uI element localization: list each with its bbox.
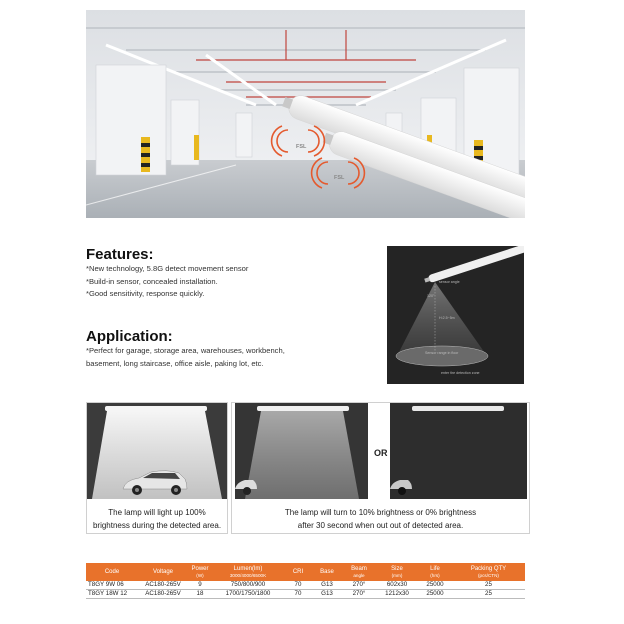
cell-code: T8GY 9W 06 (86, 581, 138, 590)
header-cri: CRI (284, 563, 312, 581)
cell-cri: 70 (284, 581, 312, 590)
header-power: Power (W) (188, 563, 212, 581)
header-life: Life (hrs) (418, 563, 452, 581)
features-item: *Build-in sensor, concealed installation. (86, 276, 218, 286)
sensor-height-label: H:2.5~5m (439, 316, 455, 320)
or-label: OR (374, 448, 388, 458)
sensor-range-label: Sensor range in floor (425, 351, 459, 355)
cell-voltage: AC180-265V (138, 581, 188, 590)
cell-size: 1212x30 (376, 590, 418, 599)
caption-line: The lamp will turn to 10% brightness or 0% brightness (284, 508, 477, 517)
table-row (86, 581, 525, 590)
features-list (86, 263, 248, 301)
tube-brand-label: FSL (296, 144, 307, 150)
led-tube-icon (424, 246, 524, 284)
application-text (86, 345, 285, 370)
spec-table (86, 563, 525, 599)
cell-size: 602x30 (376, 581, 418, 590)
header-voltage: Voltage (138, 563, 188, 581)
features-item: *Good sensitivity, response quickly. (86, 289, 205, 298)
header-packing: Packing QTY (pcs/CTN) (452, 563, 525, 581)
cell-base: G13 (312, 590, 342, 599)
application-line: *Perfect for garage, storage area, warehouses, workbench, (86, 346, 285, 355)
cell-voltage: AC180-265V (138, 590, 188, 599)
scene-undetected (231, 402, 530, 534)
sensor-zone-label: enter the detection zone (441, 371, 480, 375)
sensor-range-diagram (387, 246, 524, 384)
cell-power: 18 (188, 590, 212, 599)
led-tube-icon (105, 406, 207, 411)
scene-undetected-caption (232, 506, 529, 532)
cell-life: 25000 (418, 581, 452, 590)
led-tube-icon (257, 406, 349, 411)
caption-line: after 30 second when out out of detected area. (297, 521, 464, 530)
spec-header-row (86, 563, 525, 581)
scene-detected (86, 402, 228, 534)
cell-lumen: 1700/1750/1800 (212, 590, 284, 599)
caption-line: The lamp will light up 100% (108, 508, 206, 517)
cell-life: 25000 (418, 590, 452, 599)
application-line: basement, long staircase, office aisle, paking lot, etc. (86, 358, 264, 368)
features-title: Features: (86, 246, 154, 263)
table-row (86, 590, 525, 599)
tube-brand-label: FSL (334, 175, 345, 181)
scene-detected-caption (87, 506, 227, 532)
cell-lumen: 750/800/900 (212, 581, 284, 590)
header-lumen: Lumen(lm) 3000/4000/6500K (212, 563, 284, 581)
caption-line: brightness during the detected area. (92, 521, 222, 530)
sensor-angle-value: 120° (427, 294, 435, 298)
sensor-angle-label: sensor angle (439, 280, 460, 284)
features-item: *New technology, 5.8G detect movement sensor (86, 264, 249, 273)
cell-packing: 25 (452, 590, 525, 599)
header-code: Code (86, 563, 138, 581)
header-size: Size (mm) (376, 563, 418, 581)
led-tube-icon (412, 406, 504, 411)
cell-base: G13 (312, 581, 342, 590)
hero-garage-photo (86, 10, 525, 218)
application-title: Application: (86, 328, 173, 345)
cell-power: 9 (188, 581, 212, 590)
cell-beam: 270° (342, 590, 376, 599)
cell-beam: 270° (342, 581, 376, 590)
cell-code: T8GY 18W 12 (86, 590, 138, 599)
cell-cri: 70 (284, 590, 312, 599)
header-beam: Beam angle (342, 563, 376, 581)
cell-packing: 25 (452, 581, 525, 590)
header-base: Base (312, 563, 342, 581)
